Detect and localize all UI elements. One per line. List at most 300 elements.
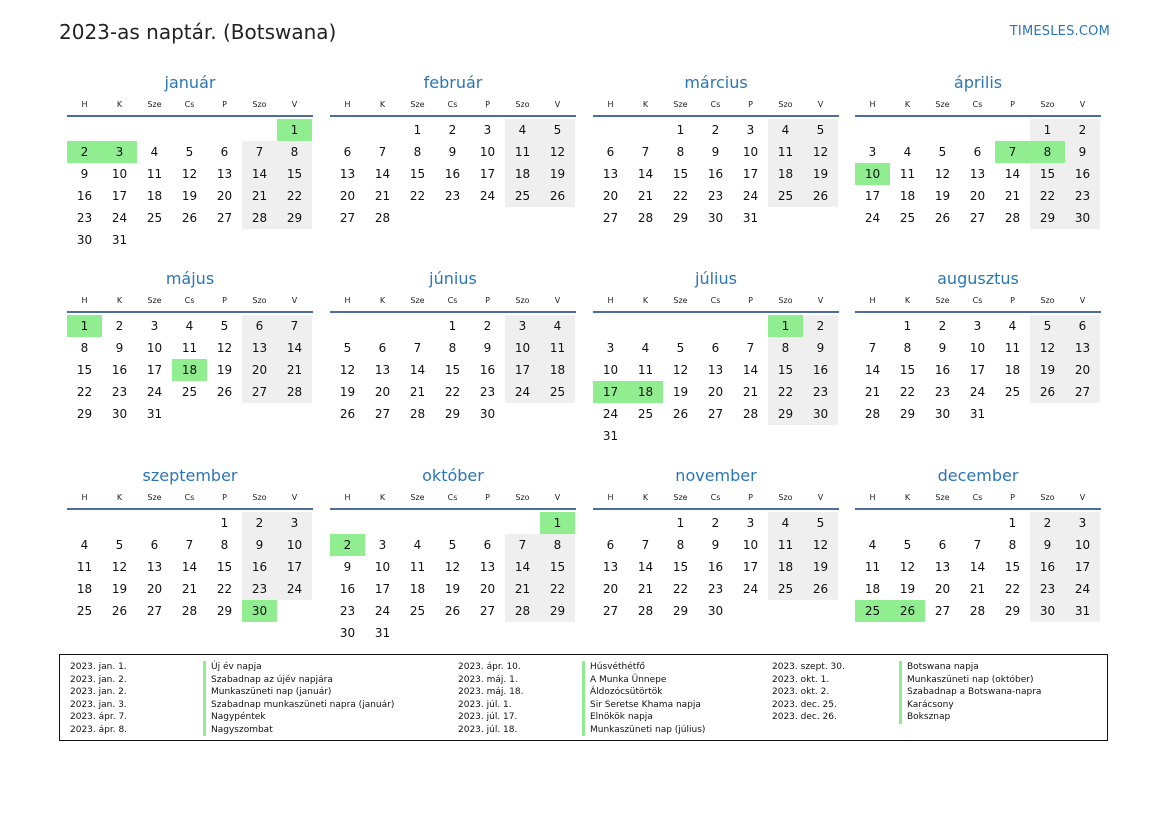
holiday-name: Nagypéntek (203, 711, 266, 724)
day-cell: 23 (803, 381, 838, 403)
day-cell: 17 (505, 359, 540, 381)
day-cell: 7 (868, 341, 877, 355)
empty-cell (698, 315, 733, 337)
day-cell: 5 (938, 145, 947, 159)
weekday-label: Sze (673, 493, 688, 502)
day-cell: 7 (641, 538, 650, 552)
weekday-label: H (344, 493, 351, 502)
day-cell: 15 (672, 560, 689, 574)
holiday-name: Botswana napja (899, 661, 979, 674)
day-cell: 29 (76, 407, 93, 421)
day-cell: 30 (76, 233, 93, 247)
month-name: január (164, 73, 216, 92)
empty-cell (628, 119, 663, 141)
day-cell: 29 (1030, 207, 1065, 229)
site-link[interactable]: TIMESLES.COM (1009, 24, 1110, 39)
day-cell: 6 (606, 145, 615, 159)
day-cell: 8 (540, 534, 575, 556)
empty-cell (663, 315, 698, 337)
day-cell: 28 (505, 600, 540, 622)
weekday-label: V (554, 100, 561, 109)
day-cell: 30 (339, 626, 356, 640)
day-cell: 14 (242, 163, 277, 185)
day-cell: 30 (803, 403, 838, 425)
day-cell: 25 (181, 385, 198, 399)
day-cell: 26 (803, 578, 838, 600)
holiday-date: 2023. dec. 25. (772, 699, 837, 710)
day-cell: 18 (146, 189, 163, 203)
day-cell: 10 (374, 560, 391, 574)
day-cell: 28 (242, 207, 277, 229)
empty-cell (628, 315, 663, 337)
weekday-label: K (379, 493, 386, 502)
holiday-name: Elnökök napja (582, 711, 653, 724)
day-cell: 19 (181, 189, 198, 203)
holiday-name: Szabadnap munkaszüneti napra (január) (203, 699, 394, 712)
day-cell: 24 (1065, 578, 1100, 600)
day-cell: 1 (676, 516, 685, 530)
day-cell: 10 (602, 363, 619, 377)
day-cell: 7 (378, 145, 387, 159)
empty-cell (137, 119, 172, 141)
day-grid (67, 315, 313, 425)
month-3 (855, 72, 1101, 229)
day-cell: 16 (479, 363, 496, 377)
day-cell: 11 (76, 560, 93, 574)
day-cell: 6 (378, 341, 387, 355)
day-cell: 22 (76, 385, 93, 399)
day-cell: 5 (540, 119, 575, 141)
holiday-date: 2023. jan. 2. (70, 687, 127, 697)
day-cell: 27 (216, 211, 233, 225)
empty-cell (628, 512, 663, 534)
empty-cell (137, 512, 172, 534)
day-cell: 21 (969, 582, 986, 596)
weekday-label: H (869, 296, 876, 305)
day-cell: 18 (505, 163, 540, 185)
day-cell: 7 (185, 538, 194, 552)
day-cell: 13 (1065, 337, 1100, 359)
weekday-header (593, 98, 839, 117)
day-cell: 16 (444, 167, 461, 181)
day-cell: 2 (711, 123, 720, 137)
day-cell: 28 (409, 407, 426, 421)
weekday-header (67, 294, 313, 313)
month-name: augusztus (937, 269, 1019, 288)
holiday-date: 2023. máj. 1. (458, 674, 518, 685)
empty-cell (470, 512, 505, 534)
day-grid (330, 512, 576, 644)
day-cell: 15 (444, 363, 461, 377)
holiday-name: Szabadnap az újév napjára (203, 674, 333, 687)
weekday-header (855, 98, 1101, 117)
day-cell: 24 (742, 582, 759, 596)
month-name: július (695, 269, 737, 288)
weekday-label: V (554, 493, 561, 502)
empty-cell (855, 315, 890, 337)
day-cell: 29 (672, 604, 689, 618)
weekday-label: P (485, 100, 490, 109)
day-cell: 1 (448, 319, 457, 333)
weekday-label: Sze (410, 100, 425, 109)
day-cell: 5 (676, 341, 685, 355)
day-cell: 10 (111, 167, 128, 181)
day-cell: 11 (505, 141, 540, 163)
day-cell: 19 (803, 556, 838, 578)
day-cell: 19 (672, 385, 689, 399)
weekday-label: Szo (515, 493, 530, 502)
day-cell: 19 (444, 582, 461, 596)
day-cell: 2 (711, 516, 720, 530)
month-name: november (675, 466, 757, 485)
day-cell: 11 (768, 534, 803, 556)
day-cell: 9 (448, 145, 457, 159)
holiday-date: 2023. júl. 18. (458, 724, 518, 735)
day-cell: 17 (864, 189, 881, 203)
day-cell: 31 (602, 429, 619, 443)
day-cell: 9 (242, 534, 277, 556)
holiday-name: Új év napja (203, 661, 262, 674)
day-cell: 25 (76, 604, 93, 618)
weekday-header (67, 98, 313, 117)
day-cell: 13 (479, 560, 496, 574)
day-cell: 13 (339, 167, 356, 181)
weekday-header (593, 294, 839, 313)
empty-cell (855, 119, 890, 141)
weekday-label: Cs (972, 100, 983, 109)
day-cell: 23 (339, 604, 356, 618)
holiday-day: 10 (855, 163, 890, 185)
day-cell: 20 (339, 189, 356, 203)
empty-cell (925, 119, 960, 141)
day-cell: 29 (899, 407, 916, 421)
weekday-label: P (485, 296, 490, 305)
day-cell: 5 (448, 538, 457, 552)
day-grid (593, 512, 839, 622)
day-cell: 11 (864, 560, 881, 574)
day-cell: 25 (540, 381, 575, 403)
weekday-header (330, 98, 576, 117)
empty-cell (330, 512, 365, 534)
day-cell: 30 (1065, 207, 1100, 229)
day-cell: 21 (181, 582, 198, 596)
day-cell: 16 (707, 560, 724, 574)
weekday-label: Cs (710, 493, 721, 502)
holiday-day: 17 (593, 381, 628, 403)
day-cell: 24 (602, 407, 619, 421)
empty-cell (67, 512, 102, 534)
day-cell: 10 (742, 145, 759, 159)
day-cell: 7 (505, 534, 540, 556)
weekday-label: Cs (710, 296, 721, 305)
day-cell: 26 (934, 211, 951, 225)
day-cell: 30 (707, 211, 724, 225)
day-cell: 3 (1065, 512, 1100, 534)
holiday-day: 2 (330, 534, 365, 556)
day-cell: 5 (903, 538, 912, 552)
day-cell: 2 (448, 123, 457, 137)
month-1 (330, 72, 576, 229)
day-cell: 22 (444, 385, 461, 399)
day-cell: 10 (505, 337, 540, 359)
holiday-day: 18 (628, 381, 663, 403)
weekday-label: Szo (515, 100, 530, 109)
weekday-label: V (1079, 296, 1086, 305)
day-cell: 26 (216, 385, 233, 399)
day-cell: 9 (1065, 141, 1100, 163)
empty-cell (330, 315, 365, 337)
day-cell: 3 (606, 341, 615, 355)
day-cell: 14 (969, 560, 986, 574)
day-cell: 14 (277, 337, 312, 359)
weekday-label: H (607, 100, 614, 109)
empty-cell (960, 512, 995, 534)
day-cell: 27 (707, 407, 724, 421)
day-cell: 5 (185, 145, 194, 159)
day-cell: 9 (343, 560, 352, 574)
day-cell: 27 (146, 604, 163, 618)
holiday-name: Munkaszüneti nap (október) (899, 674, 1034, 687)
holiday-name: Boksznap (899, 711, 950, 724)
day-cell: 10 (742, 538, 759, 552)
day-cell: 31 (374, 626, 391, 640)
day-cell: 24 (742, 189, 759, 203)
empty-cell (593, 119, 628, 141)
day-cell: 16 (111, 363, 128, 377)
day-cell: 11 (181, 341, 198, 355)
weekday-label: Cs (972, 493, 983, 502)
day-cell: 21 (637, 582, 654, 596)
day-grid (855, 315, 1101, 425)
day-cell: 13 (934, 560, 951, 574)
empty-cell (102, 119, 137, 141)
day-cell: 4 (505, 119, 540, 141)
weekday-label: Szo (778, 296, 793, 305)
day-cell: 7 (973, 538, 982, 552)
empty-cell (242, 119, 277, 141)
day-cell: 14 (374, 167, 391, 181)
day-cell: 4 (768, 512, 803, 534)
day-cell: 12 (899, 560, 916, 574)
weekday-label: H (607, 493, 614, 502)
day-cell: 12 (444, 560, 461, 574)
holiday-day: 1 (67, 315, 102, 337)
day-cell: 2 (115, 319, 124, 333)
day-cell: 4 (768, 119, 803, 141)
weekday-label: P (222, 100, 227, 109)
weekday-label: H (344, 100, 351, 109)
holiday-date: 2023. ápr. 10. (458, 662, 521, 672)
holiday-name: Húsvéthétfő (582, 661, 645, 674)
month-name: május (165, 269, 215, 288)
weekday-label: H (869, 100, 876, 109)
day-cell: 2 (803, 315, 838, 337)
day-cell: 23 (1030, 578, 1065, 600)
weekday-label: Sze (410, 493, 425, 502)
weekday-label: Szo (515, 296, 530, 305)
month-name: március (684, 73, 748, 92)
day-cell: 16 (339, 582, 356, 596)
day-cell: 11 (1004, 341, 1021, 355)
day-cell: 18 (899, 189, 916, 203)
day-cell: 22 (540, 578, 575, 600)
weekday-label: P (748, 493, 753, 502)
day-grid (330, 119, 576, 229)
day-cell: 1 (413, 123, 422, 137)
day-cell: 15 (899, 363, 916, 377)
weekday-label: V (554, 296, 561, 305)
month-name: október (422, 466, 484, 485)
holiday-date: 2023. ápr. 7. (70, 712, 128, 722)
day-cell: 21 (1004, 189, 1021, 203)
day-cell: 8 (220, 538, 229, 552)
day-cell: 14 (864, 363, 881, 377)
weekday-label: Szo (252, 100, 267, 109)
day-cell: 3 (746, 516, 755, 530)
day-cell: 22 (409, 189, 426, 203)
weekday-label: Sze (673, 100, 688, 109)
holiday-name: Karácsony (899, 699, 954, 712)
day-cell: 19 (216, 363, 233, 377)
empty-cell (995, 119, 1030, 141)
day-cell: 22 (1030, 185, 1065, 207)
day-cell: 29 (1004, 604, 1021, 618)
weekday-label: Cs (972, 296, 983, 305)
month-10 (593, 465, 839, 622)
holiday-date: 2023. júl. 17. (458, 712, 518, 722)
day-cell: 12 (540, 141, 575, 163)
day-cell: 3 (483, 123, 492, 137)
weekday-label: Sze (147, 296, 162, 305)
day-cell: 4 (185, 319, 194, 333)
day-cell: 29 (540, 600, 575, 622)
day-cell: 23 (242, 578, 277, 600)
holiday-name: Sir Seretse Khama napja (582, 699, 701, 712)
month-9 (330, 465, 576, 644)
day-cell: 19 (934, 189, 951, 203)
day-cell: 30 (1030, 600, 1065, 622)
day-cell: 9 (938, 341, 947, 355)
day-cell: 20 (934, 582, 951, 596)
holiday-day: 1 (540, 512, 575, 534)
day-cell: 27 (1065, 381, 1100, 403)
day-cell: 16 (803, 359, 838, 381)
day-cell: 20 (602, 582, 619, 596)
empty-cell (593, 315, 628, 337)
day-cell: 9 (711, 538, 720, 552)
holiday-name: Nagyszombat (203, 724, 273, 737)
day-cell: 11 (637, 363, 654, 377)
day-cell: 15 (768, 359, 803, 381)
weekday-label: Cs (184, 296, 195, 305)
day-cell: 6 (938, 538, 947, 552)
weekday-label: K (379, 100, 386, 109)
day-grid (593, 315, 839, 447)
day-cell: 26 (339, 407, 356, 421)
day-cell: 15 (672, 167, 689, 181)
day-cell: 15 (540, 556, 575, 578)
day-cell: 8 (1008, 538, 1017, 552)
weekday-label: K (116, 296, 123, 305)
day-cell: 1 (903, 319, 912, 333)
holiday-day: 8 (1030, 141, 1065, 163)
holiday-day: 3 (102, 141, 137, 163)
day-cell: 3 (150, 319, 159, 333)
holiday-day: 26 (890, 600, 925, 622)
day-cell: 24 (146, 385, 163, 399)
day-cell: 25 (1004, 385, 1021, 399)
day-cell: 2 (938, 319, 947, 333)
day-cell: 27 (479, 604, 496, 618)
weekday-label: Cs (447, 100, 458, 109)
day-cell: 12 (111, 560, 128, 574)
weekday-label: H (607, 296, 614, 305)
day-cell: 1 (676, 123, 685, 137)
weekday-label: H (81, 100, 88, 109)
holiday-date: 2023. jan. 2. (70, 674, 127, 685)
day-cell: 6 (711, 341, 720, 355)
holiday-date: 2023. jan. 3. (70, 699, 127, 710)
weekday-header (330, 491, 576, 510)
day-cell: 29 (277, 207, 312, 229)
day-cell: 23 (111, 385, 128, 399)
day-cell: 10 (146, 341, 163, 355)
day-cell: 5 (220, 319, 229, 333)
day-cell: 17 (479, 167, 496, 181)
empty-cell (733, 315, 768, 337)
day-cell: 27 (969, 211, 986, 225)
day-cell: 8 (903, 341, 912, 355)
day-cell: 4 (80, 538, 89, 552)
day-cell: 11 (409, 560, 426, 574)
day-cell: 21 (242, 185, 277, 207)
day-cell: 14 (637, 560, 654, 574)
day-cell: 5 (1030, 315, 1065, 337)
day-cell: 6 (483, 538, 492, 552)
empty-cell (365, 315, 400, 337)
weekday-header (855, 491, 1101, 510)
day-cell: 23 (479, 385, 496, 399)
day-cell: 28 (742, 407, 759, 421)
day-cell: 3 (868, 145, 877, 159)
empty-cell (365, 119, 400, 141)
day-cell: 13 (146, 560, 163, 574)
weekday-label: H (344, 296, 351, 305)
empty-cell (400, 315, 435, 337)
weekday-label: Sze (935, 296, 950, 305)
day-cell: 19 (540, 163, 575, 185)
day-cell: 19 (899, 582, 916, 596)
weekday-label: V (291, 100, 298, 109)
day-cell: 27 (374, 407, 391, 421)
day-cell: 3 (746, 123, 755, 137)
day-cell: 29 (768, 403, 803, 425)
day-cell: 23 (707, 582, 724, 596)
weekday-label: P (222, 493, 227, 502)
day-cell: 19 (339, 385, 356, 399)
day-cell: 5 (803, 119, 838, 141)
day-grid (330, 315, 576, 425)
day-cell: 25 (146, 211, 163, 225)
weekday-label: K (904, 493, 911, 502)
day-cell: 22 (899, 385, 916, 399)
day-cell: 29 (672, 211, 689, 225)
weekday-label: V (817, 296, 824, 305)
day-cell: 28 (181, 604, 198, 618)
holiday-date: 2023. ápr. 8. (70, 724, 128, 735)
month-6 (593, 268, 839, 447)
day-cell: 13 (707, 363, 724, 377)
